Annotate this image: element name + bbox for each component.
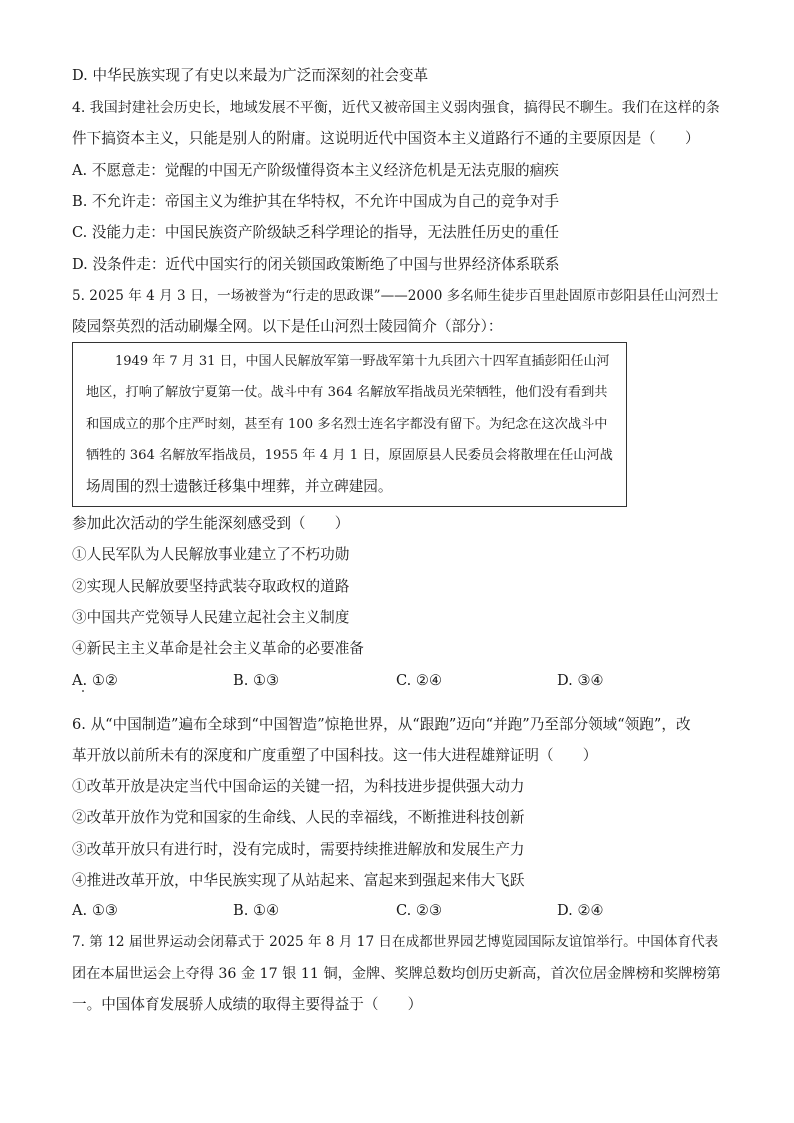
q5-ask: 参加此次活动的学生能深刻感受到（ ） [72, 515, 350, 532]
q5-material-line-3: 和国成立的那个庄严时刻，甚至有 100 多名烈士连名字都没有留下。为纪念在这次战斗中 [86, 417, 608, 432]
q5-option-b: B. ①③ [233, 672, 280, 689]
q5-material-line-1: 1949 年 7 月 31 日，中国人民解放军第一野战军第十九兵团六十四军直插彭阳任山河 [115, 354, 610, 369]
q4-option-c: C. 没能力走：中国民族资产阶级缺乏科学理论的指导，无法胜任历史的重任 [72, 224, 559, 241]
q3-option-d: D. 中华民族实现了有史以来最为广泛而深刻的社会变革 [72, 67, 429, 84]
q5-option-a: A. ①② [72, 672, 118, 689]
q6-stem-line-1: 6. 从“中国制造”遍布全球到“中国智造”惊艳世界，从“跟跑”迈向“并跑”乃至部分领域“领跑”，改 [72, 716, 691, 733]
q5-item-4: ④新民主主义革命是社会主义革命的必要准备 [72, 640, 364, 657]
q7-stem-line-2: 团在本届世运会上夺得 36 金 17 银 11 铜，金牌、奖牌总数均创历史新高，首次位居金牌榜和奖牌榜第 [72, 966, 721, 982]
q6-stem-line-2: 革开放以前所未有的深度和广度重塑了中国科技。这一伟大进程雄辩证明（ ） [72, 747, 598, 764]
q5-option-d: D. ③④ [557, 672, 604, 689]
q4-option-a: A. 不愿意走：觉醒的中国无产阶级懂得资本主义经济危机是无法克服的痼疾 [72, 162, 559, 179]
q5-material-line-4: 牺牲的 364 名解放军指战员，1955 年 4 月 1 日，原固原县人民委员会将散埋在任山河战 [86, 448, 613, 463]
q6-item-1: ①改革开放是决定当代中国命运的关键一招，为科技进步提供强大动力 [72, 778, 525, 795]
q5-item-2: ②实现人民解放要坚持武装夺取政权的道路 [72, 578, 350, 595]
q5-material-line-2: 地区，打响了解放宁夏第一仗。战斗中有 364 名解放军指战员光荣牺牲，他们没有看到共 [86, 385, 608, 400]
stray-dot [82, 690, 84, 692]
q5-item-1: ①人民军队为人民解放事业建立了不朽功勋 [72, 546, 350, 563]
q6-item-3: ③改革开放只有进行时，没有完成时，需要持续推进解放和发展生产力 [72, 841, 525, 858]
q6-option-d: D. ②④ [557, 902, 604, 919]
q7-stem-line-3: 一。中国体育发展骄人成绩的取得主要得益于（ ） [72, 996, 423, 1013]
q4-option-b: B. 不允许走：帝国主义为维护其在华特权，不允许中国成为自己的竞争对手 [72, 193, 560, 210]
q4-stem-line-2: 件下搞资本主义，只能是别人的附庸。这说明近代中国资本主义道路行不通的主要原因是（ ） [72, 130, 700, 147]
q5-option-c: C. ②④ [396, 672, 443, 689]
q7-stem-line-1: 7. 第 12 届世界运动会闭幕式于 2025 年 8 月 17 日在成都世界园艺博览园国际友谊馆举行。中国体育代表 [72, 934, 719, 950]
q6-option-c: C. ②③ [396, 902, 443, 919]
q4-stem-line-1: 4. 我国封建社会历史长，地域发展不平衡，近代又被帝国主义弱肉强食，搞得民不聊生。我们在这样的条 [72, 100, 720, 116]
q5-stem-line-2: 陵园祭英烈的活动刷爆全网。以下是任山河烈士陵园简介（部分）： [72, 318, 503, 335]
q6-option-a: A. ①③ [72, 902, 118, 919]
q4-option-d: D. 没条件走：近代中国实行的闭关锁国政策断绝了中国与世界经济体系联系 [72, 256, 560, 273]
q5-material-box [72, 342, 627, 507]
q6-option-b: B. ①④ [233, 902, 280, 919]
q6-item-4: ④推进改革开放，中华民族实现了从站起来、富起来到强起来伟大飞跃 [72, 872, 525, 889]
q5-stem-line-1: 5. 2025 年 4 月 3 日，一场被誉为“行走的思政课”——2000 多名师生徒步百里赴固原市彭阳县任山河烈士 [72, 288, 719, 304]
q5-material-line-5: 场周围的烈士遗骸迁移集中埋葬，并立碑建园。 [86, 478, 393, 495]
q5-item-3: ③中国共产党领导人民建立起社会主义制度 [72, 609, 350, 626]
q6-item-2: ②改革开放作为党和国家的生命线、人民的幸福线，不断推进科技创新 [72, 809, 525, 826]
